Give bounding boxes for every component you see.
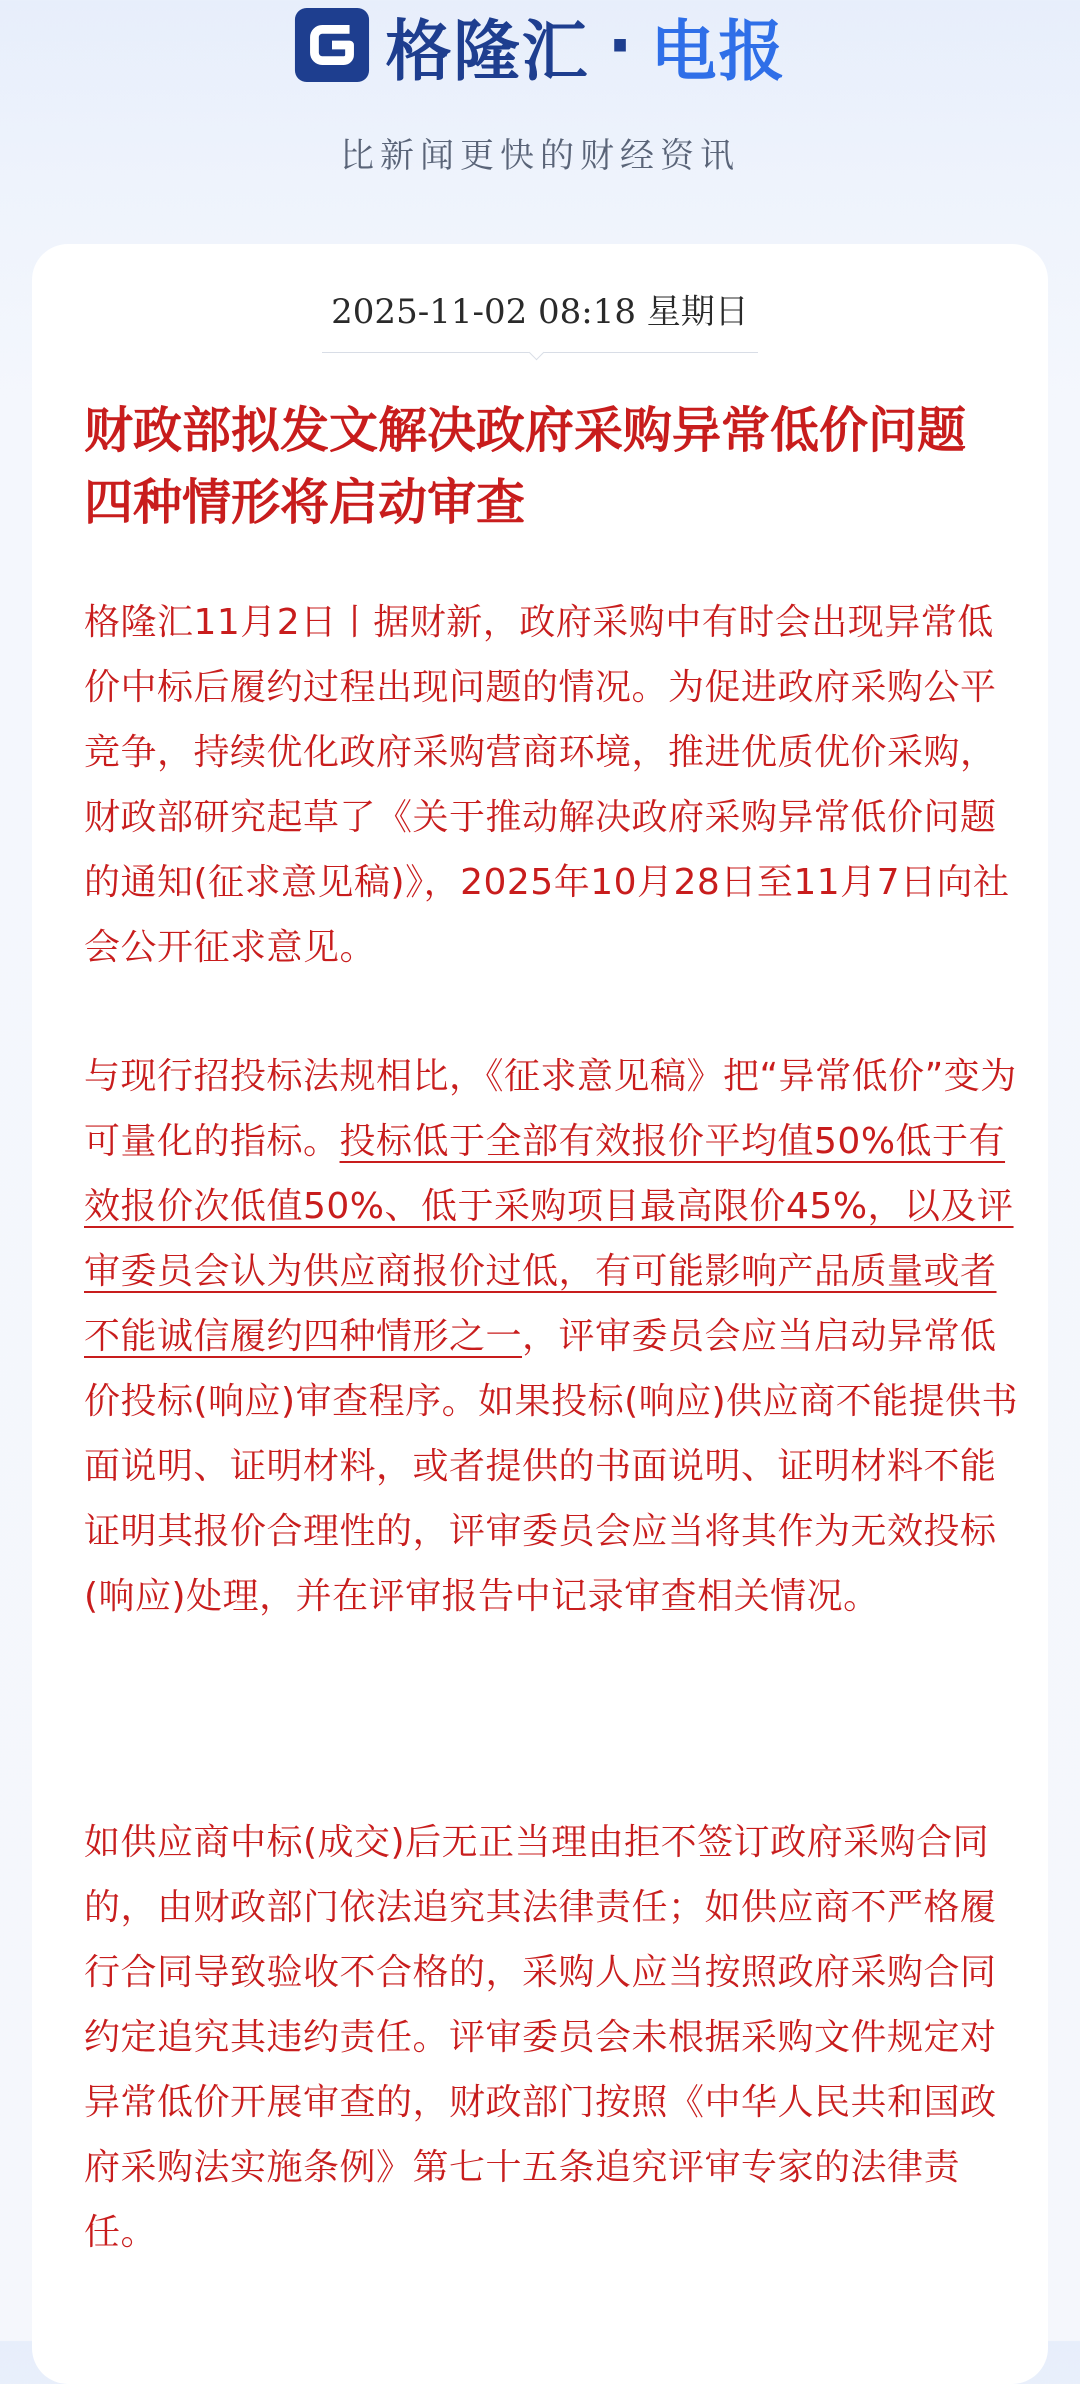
article-card [32,244,1048,2384]
article-paragraph-2 [84,1044,1030,1629]
paragraph-2-underlined: 投标低于全部有效报价平均值50%低于有效报价次低值50%、低于采购项目最高限价45%，以及评审委员会认为供应商报价过低，有可能影响产品质量或者不能诚信履约四种情形之一 [84,1121,1014,1357]
tagline: 比新闻更快的财经资讯 [340,136,740,176]
divider-notch [529,345,545,361]
article-headline: 财政部拟发文解决政府采购异常低价问题 四种情形将启动审查 [84,401,967,531]
paragraph-2-intro: 与现行招投标法规相比，《征求意见稿》把“异常低价”变为可量化的指标。 [84,1056,1017,1162]
article-paragraph-3: 如供应商中标(成交)后无正当理由拒不签订政府采购合同的，由财政部门依法追究其法律责任；如供应商不严格履行合同导致验收不合格的，采购人应当按照政府采购合同约定追究其违约责任。评审委员会未根据采购文件规定对异常低价开展审查的，财政部门按照《中华人民共和国政府采购法实施条例》第七十五条追究评审专家的法律责任。 [84,1822,997,2253]
paragraph-2-rest: ，评审委员会应当启动异常低价投标(响应)审查程序。如果投标(响应)供应商不能提供书面说明、证明材料，或者提供的书面说明、证明材料不能证明其报价合理性的，评审委员会应当将其作为无效投标(响应)处理，并在评审报告中记录审查相关情况。 [84,1316,1019,1617]
product-name: 电报 [650,12,787,90]
brand-separator: · [607,6,633,84]
brand-name: 格隆汇 [385,12,590,90]
app-header [0,0,1080,240]
publish-datetime: 2025-11-02 08:18 星期日 [331,292,749,332]
gelonghui-logo-icon [293,6,371,84]
article-paragraph-1: 格隆汇11月2日丨据财新，政府采购中有时会出现异常低价中标后履约过程出现问题的情况。为促进政府采购公平竞争，持续优化政府采购营商环境，推进优质优价采购，财政部研究起草了《关于推动解决政府采购异常低价问题的通知(征求意见稿)》，2025年10月28日至11月7日向社会公开征求意见。 [84,602,1010,968]
brand-lockup [0,0,1080,90]
